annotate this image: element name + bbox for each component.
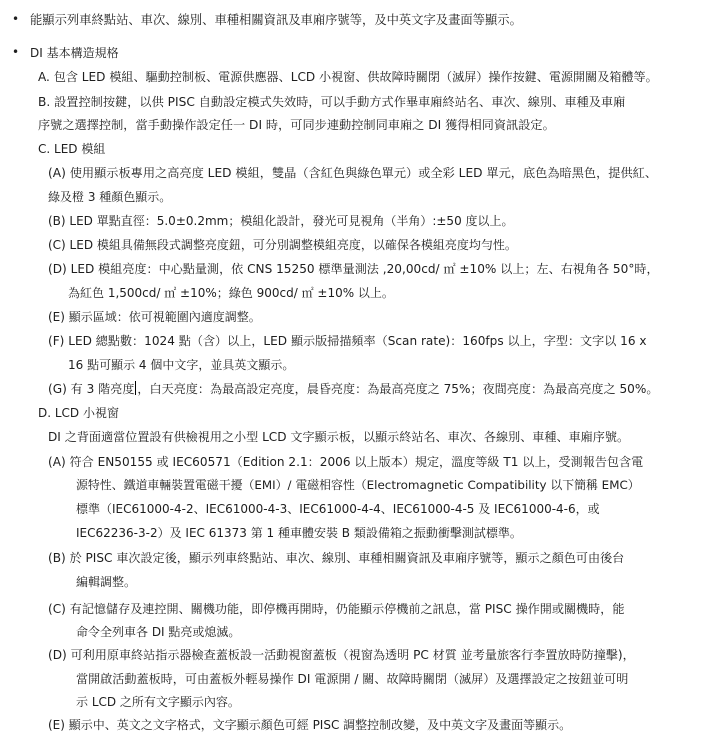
led-item-d-continuation: 為紅色 1,500cd/ ㎡ ±10%；綠色 900cd/ ㎡ ±10% 以上。: [68, 286, 394, 300]
led-item-a-continuation: 綠及橙 3 種顏色顯示。: [48, 190, 172, 204]
lcd-item-c-continuation: 命令全列車各 DI 點亮或熄滅。: [76, 625, 241, 639]
lcd-item-c: (C) 有記憶儲存及連控開、關機功能，即停機再開時，仍能顯示停機前之訊息，當 PISC 操作開或關機時，能: [48, 602, 625, 616]
led-item-b: (B) LED 單點直徑：5.0±0.2mm；模組化設計，發光可見視角（半角）:±50 度以上。: [48, 214, 514, 228]
led-item-a: (A) 使用顯示板專用之高亮度 LED 模組，雙晶（含紅色與綠色單元）或全彩 LED 單元，底色為暗黑色，提供紅、: [48, 166, 658, 180]
lcd-intro: DI 之背面適當位置設有供檢視用之小型 LCD 文字顯示板，以顯示終站名、車次、各線別、車種、車廂序號。: [48, 430, 630, 444]
subsection-led-module: C. LED 模組: [38, 142, 106, 156]
lcd-item-d: (D) 可利用原車終站指示器檢查蓋板設一活動視窗蓋板（視窗為透明 PC 材質 並考量旅客行李置放時防撞擊)，: [48, 648, 635, 662]
section-heading-di-structure: DI 基本構造規格: [30, 46, 119, 60]
led-item-g: [48, 381, 658, 397]
led-item-d: (D) LED 模組亮度：中心點量測，依 CNS 15250 標準量測法 ,20,00cd/ ㎡ ±10% 以上；左、右視角各 50°時，: [48, 262, 659, 276]
subsection-lcd-window: D. LCD 小視窗: [38, 406, 119, 420]
lcd-item-a-continuation-2: 標準（IEC61000-4-2、IEC61000-4-3、IEC61000-4-4、IEC61000-4-5 及 IEC61000-4-6，或: [76, 502, 600, 516]
lcd-item-b: (B) 於 PISC 車次設定後，顯示列車終點站、車次、線別、車種相關資訊及車廂序號等，顯示之顏色可由後台: [48, 551, 625, 565]
item-b-control-keys: B. 設置控制按鍵，以供 PISC 自動設定模式失效時，可以手動方式作畢車廂終站名、車次、線別、車種及車廂: [38, 95, 626, 109]
item-b-continuation: 序號之選擇控制，當手動操作設定任一 DI 時，可同步連動控制同車廂之 DI 獲得相同資訊設定。: [38, 118, 555, 132]
lcd-item-a-continuation-1: 源特性、鐵道車輛裝置電磁干擾（EMI）/ 電磁相容性（Electromagnetic Compatibility 以下簡稱 EMC）: [76, 478, 640, 492]
bullet-marker: •: [12, 45, 20, 59]
led-item-g-part1: (G) 有 3 階亮度: [48, 382, 135, 396]
lcd-item-d-continuation-2: 示 LCD 之所有文字顯示內容。: [76, 695, 240, 709]
lcd-item-d-continuation-1: 當開啟活動蓋板時，可由蓋板外輕易操作 DI 電源開 / 關、故障時關閉（滅屏）及選擇設定之按鈕並可明: [76, 672, 629, 686]
intro-line: 能顯示列車終點站、車次、線別、車種相關資訊及車廂序號等，及中英文字及畫面等顯示。: [30, 13, 522, 27]
led-item-f-continuation: 16 點可顯示 4 個中文字，並具英文顯示。: [68, 358, 295, 372]
lcd-item-a: (A) 符合 EN50155 或 IEC60571（Edition 2.1：2006 以上版本）規定，溫度等級 T1 以上，受測報告包含電: [48, 455, 644, 469]
lcd-item-b-continuation: 編輯調整。: [76, 575, 137, 589]
lcd-item-e: (E) 顯示中、英文之文字格式，文字顯示顏色可經 PISC 調整控制改變，及中英文字及畫面等顯示。: [48, 718, 572, 732]
lcd-item-a-continuation-3: IEC62236-3-2）及 IEC 61373 第 1 種車體安裝 B 類設備箱之振動衝擊測試標準。: [76, 526, 522, 540]
led-item-c: (C) LED 模組具備無段式調整亮度鈕，可分別調整模組亮度，以確保各模組亮度均勻性。: [48, 238, 517, 252]
item-a-components: A. 包含 LED 模組、驅動控制板、電源供應器、LCD 小視窗、供故障時關閉（滅屏）操作按鍵、電源開關及箱體等。: [38, 70, 658, 84]
led-item-g-part2: ，白天亮度：為最高設定亮度，晨昏亮度：為最高亮度之 75%；夜間亮度：為最高亮度之 50%。: [137, 382, 659, 396]
led-item-e: (E) 顯示區域：依可視範圍內適度調整。: [48, 310, 261, 324]
bullet-marker: •: [12, 12, 20, 26]
led-item-f: (F) LED 總點數：1024 點（含）以上，LED 顯示版掃描頻率（Scan rate)：160fps 以上，字型：文字以 16 x: [48, 334, 647, 348]
